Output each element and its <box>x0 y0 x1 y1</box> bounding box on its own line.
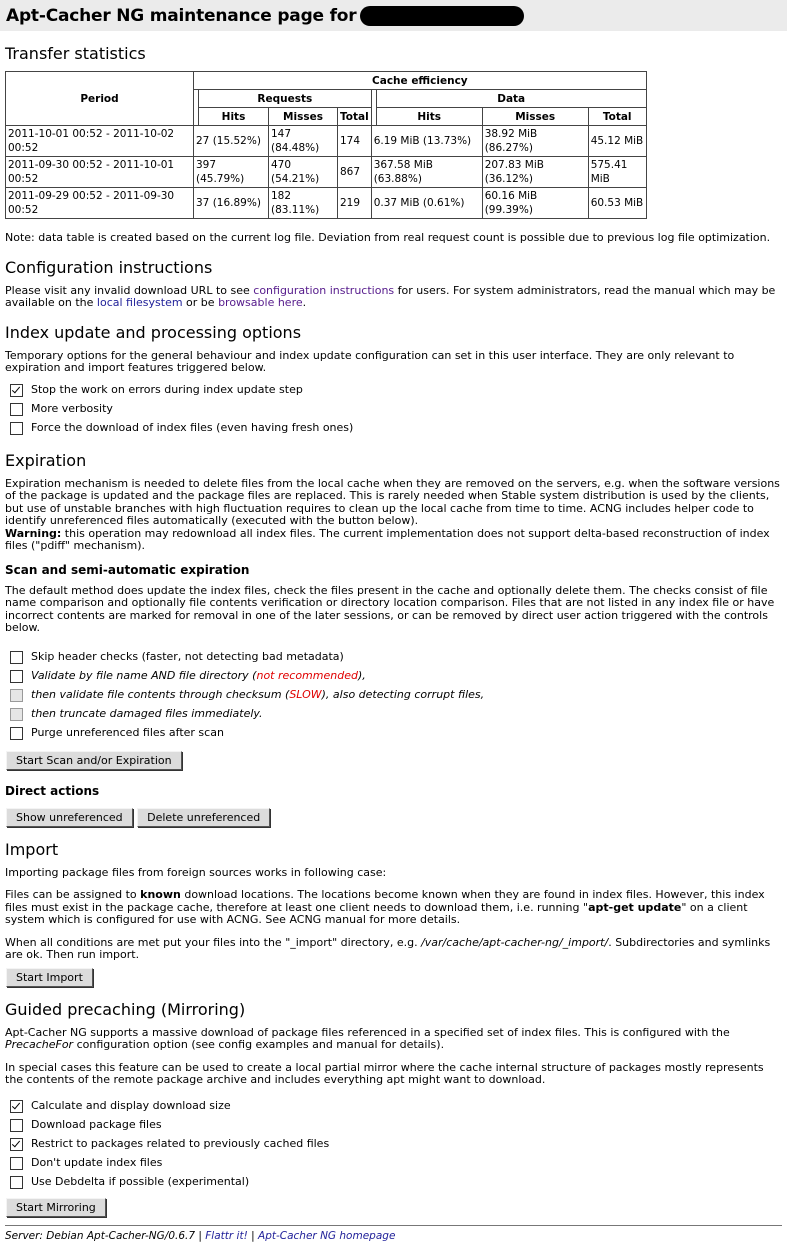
cell-data-total: 60.53 MiB <box>588 188 646 219</box>
cell-req-hits: 27 (15.52%) <box>194 126 269 157</box>
checkbox-more-verbosity[interactable] <box>10 403 23 416</box>
precachefor-text: PrecacheFor <box>5 1038 74 1051</box>
cell-data-hits: 0.37 MiB (0.61%) <box>371 188 482 219</box>
stats-note: Note: data table is created based on the current log file. Deviation from real request count is possible due to previous log file optimization. <box>5 231 771 244</box>
import-text3-a: When all conditions are met put your files into the "_import" directory, e.g. <box>5 935 422 949</box>
checkbox-skip-header[interactable] <box>10 651 23 664</box>
cell-req-hits: 37 (16.89%) <box>194 188 269 219</box>
page-title-text: Apt-Cacher NG maintenance page for <box>6 5 357 26</box>
cell-req-total: 219 <box>338 188 372 219</box>
warning-label: Warning: <box>5 526 62 540</box>
label-validate-name <box>31 670 366 683</box>
main-content <box>0 45 787 1242</box>
cell-data-misses: 60.16 MiB (99.39%) <box>482 188 588 219</box>
import-heading: Import <box>5 839 59 859</box>
col-data: Data <box>376 90 646 108</box>
option-validate-checksum[interactable] <box>5 686 782 705</box>
mirror-text1 <box>5 1027 782 1052</box>
config-text-b: for users. For system administrators, read the manual which may be available on the <box>5 283 776 309</box>
slow-text: SLOW <box>289 687 322 701</box>
warning-text: this operation may redownload all index files. The current implementation does not support delta-based reconstruction of index files ("pdiff" mechanism). <box>5 526 770 552</box>
footer-divider <box>5 1225 782 1226</box>
import-text2-c: download locations. The locations become known when they are found in index files. However, this index files must exist in the package cache, therefore at least one client needs to download them, i.e. running " <box>5 888 765 914</box>
import-path-text: /var/cache/apt-cacher-ng/_import/ <box>421 935 609 949</box>
local-filesystem-link[interactable]: local filesystem <box>96 296 183 309</box>
footer <box>5 1230 782 1243</box>
col-period: Period <box>6 72 194 126</box>
direct-actions-heading: Direct actions <box>5 783 100 798</box>
scan-heading: Scan and semi-automatic expiration <box>5 562 250 577</box>
import-text1: Importing package files from foreign sources works in following case: <box>5 865 387 879</box>
option-calc-size[interactable] <box>5 1097 782 1116</box>
browsable-here-link[interactable]: browsable here <box>218 296 303 309</box>
expiration-heading: Expiration <box>5 450 87 470</box>
homepage-link[interactable]: Apt-Cacher NG homepage <box>258 1229 396 1242</box>
checksum-text-b: ), also detecting corrupt files, <box>321 687 485 701</box>
checkbox-download-packages[interactable] <box>10 1119 23 1132</box>
label-calc-size: Calculate and display download size <box>31 1098 231 1112</box>
option-force-download[interactable] <box>5 419 782 438</box>
start-import-button[interactable]: Start Import <box>6 968 93 987</box>
config-instructions-link[interactable]: configuration instructions <box>253 283 395 297</box>
col-req-total: Total <box>338 108 372 126</box>
validate-text-a: Validate by file name AND file directory ( <box>31 668 257 682</box>
option-debdelta[interactable] <box>5 1173 782 1192</box>
cell-req-total: 174 <box>338 126 372 157</box>
show-unreferenced-button[interactable]: Show unreferenced <box>6 808 133 827</box>
footer-separator: | <box>247 1229 259 1242</box>
cell-req-misses: 182 (83.11%) <box>269 188 338 219</box>
option-download-packages[interactable] <box>5 1116 782 1135</box>
cell-data-misses: 207.83 MiB (36.12%) <box>482 157 588 188</box>
label-download-packages: Download package files <box>31 1117 162 1131</box>
stats-table <box>5 71 647 219</box>
option-validate-name[interactable] <box>5 667 782 686</box>
option-no-update[interactable] <box>5 1154 782 1173</box>
import-text2 <box>5 889 782 927</box>
start-mirroring-button[interactable]: Start Mirroring <box>6 1198 106 1217</box>
option-more-verbosity[interactable] <box>5 400 782 419</box>
cell-req-misses: 470 (54.21%) <box>269 157 338 188</box>
checkbox-stop-on-errors[interactable] <box>10 384 23 397</box>
cell-req-total: 867 <box>338 157 372 188</box>
config-heading: Configuration instructions <box>5 257 213 277</box>
option-restrict[interactable] <box>5 1135 782 1154</box>
import-text3 <box>5 937 782 962</box>
cell-data-total: 45.12 MiB <box>588 126 646 157</box>
checkbox-restrict[interactable] <box>10 1138 23 1151</box>
option-truncate[interactable] <box>5 705 782 724</box>
mirror-text2: In special cases this feature can be used to create a local partial mirror where the cache internal structure of packages mostly represents the contents of the remote package archive and includes everything apt might want to download. <box>5 1060 764 1086</box>
col-requests: Requests <box>199 90 372 108</box>
import-text3-c: . Subdirectories and symlinks are ok. Then run import. <box>5 935 771 961</box>
config-text-c: or be <box>182 296 219 309</box>
config-text-a: Please visit any invalid download URL to see <box>5 283 254 297</box>
flattr-link[interactable]: Flattr it! <box>205 1229 248 1242</box>
col-cache-efficiency: Cache efficiency <box>194 72 647 90</box>
cell-req-misses: 147 (84.48%) <box>269 126 338 157</box>
config-text-d: . <box>302 296 307 309</box>
cell-data-hits: 6.19 MiB (13.73%) <box>371 126 482 157</box>
table-row <box>6 188 647 219</box>
option-skip-header[interactable] <box>5 648 782 667</box>
not-recommended-text: not recommended <box>256 668 358 682</box>
label-more-verbosity: More verbosity <box>31 401 113 415</box>
apt-get-update-text: apt-get update <box>588 900 682 914</box>
checksum-text-a: then validate file contents through checksum ( <box>31 687 290 701</box>
col-data-misses: Misses <box>482 108 588 126</box>
index-heading: Index update and processing options <box>5 322 302 342</box>
col-req-hits: Hits <box>199 108 269 126</box>
scan-text: The default method does update the index files, check the files present in the cache and optionally delete them. The checks consist of file name comparison and optionally file contents verification or directory location comparison. Files that are not listed in any index file or have incorrect contents are marked for removal in one of the later sessions, or can be removed by direct user action triggered with the controls below. <box>5 583 775 634</box>
col-req-misses: Misses <box>269 108 338 126</box>
expiration-warning <box>5 528 782 553</box>
col-data-hits: Hits <box>376 108 482 126</box>
cell-data-misses: 38.92 MiB (86.27%) <box>482 126 588 157</box>
checkbox-validate-checksum[interactable] <box>10 689 23 702</box>
cell-data-total: 575.41 MiB <box>588 157 646 188</box>
table-row <box>6 126 647 157</box>
cell-req-hits: 397 (45.79%) <box>194 157 269 188</box>
cell-data-hits: 367.58 MiB (63.88%) <box>371 157 482 188</box>
cell-period: 2011-09-29 00:52 - 2011-09-30 00:52 <box>6 188 194 219</box>
checkbox-purge[interactable] <box>10 727 23 740</box>
option-purge[interactable] <box>5 724 782 743</box>
label-truncate: then truncate damaged files immediately. <box>31 706 263 720</box>
checkbox-truncate[interactable] <box>10 708 23 721</box>
table-row <box>6 157 647 188</box>
start-scan-button[interactable]: Start Scan and/or Expiration <box>6 751 182 770</box>
checkbox-calc-size[interactable] <box>10 1100 23 1113</box>
index-text: Temporary options for the general behaviour and index update configuration can set in this user interface. They are only relevant to expiration and import features triggered below. <box>5 348 735 374</box>
label-skip-header: Skip header checks (faster, not detecting bad metadata) <box>31 649 344 663</box>
title-bar <box>0 0 787 31</box>
delete-unreferenced-button[interactable]: Delete unreferenced <box>137 808 270 827</box>
import-text2-a: Files can be assigned to <box>5 888 141 901</box>
cell-period: 2011-09-30 00:52 - 2011-10-01 00:52 <box>6 157 194 188</box>
redacted-hostname <box>360 6 524 26</box>
label-debdelta: Use Debdelta if possible (experimental) <box>31 1174 250 1188</box>
checkbox-validate-name[interactable] <box>10 670 23 683</box>
page-title <box>6 6 524 26</box>
transfer-heading: Transfer statistics <box>5 44 146 63</box>
label-stop-on-errors: Stop the work on errors during index update step <box>31 382 303 396</box>
mirror-text1-a: Apt-Cacher NG supports a massive download of package files referenced in a specified set of index files. This is configured with the <box>5 1025 730 1039</box>
label-purge: Purge unreferenced files after scan <box>31 725 224 739</box>
validate-text-b: ), <box>357 668 366 682</box>
checkbox-no-update[interactable] <box>10 1157 23 1170</box>
label-force-download: Force the download of index files (even having fresh ones) <box>31 420 354 434</box>
checkbox-force-download[interactable] <box>10 422 23 435</box>
expiration-text: Expiration mechanism is needed to delete files from the local cache when they are removed on the servers, e.g. when the software versions of the package is updated and the package files are replaced. This is rarely needed when Stable system distribution is used by the clients, but use of unstable branches with high fluctuation requires to clean up the local cache from time to time. ACNG includes helper code to identify unreferenced files automatically (executed with the button below). <box>5 476 780 527</box>
mirror-heading: Guided precaching (Mirroring) <box>5 999 246 1019</box>
config-text <box>5 285 782 310</box>
checkbox-debdelta[interactable] <box>10 1176 23 1189</box>
known-text: known <box>140 888 181 901</box>
mirror-text1-c: configuration option (see config examples and manual for details). <box>73 1038 445 1051</box>
import-text2-e: " on a client system which is configured for use with ACNG. See ACNG manual for more details. <box>5 900 748 926</box>
col-data-total: Total <box>588 108 646 126</box>
label-validate-checksum <box>31 689 484 702</box>
label-restrict: Restrict to packages related to previously cached files <box>31 1136 330 1150</box>
cell-period: 2011-10-01 00:52 - 2011-10-02 00:52 <box>6 126 194 157</box>
label-no-update: Don't update index files <box>31 1155 163 1169</box>
server-text: Server: Debian Apt-Cacher-NG/0.6.7 | <box>5 1229 206 1242</box>
option-stop-on-errors[interactable] <box>5 381 782 400</box>
